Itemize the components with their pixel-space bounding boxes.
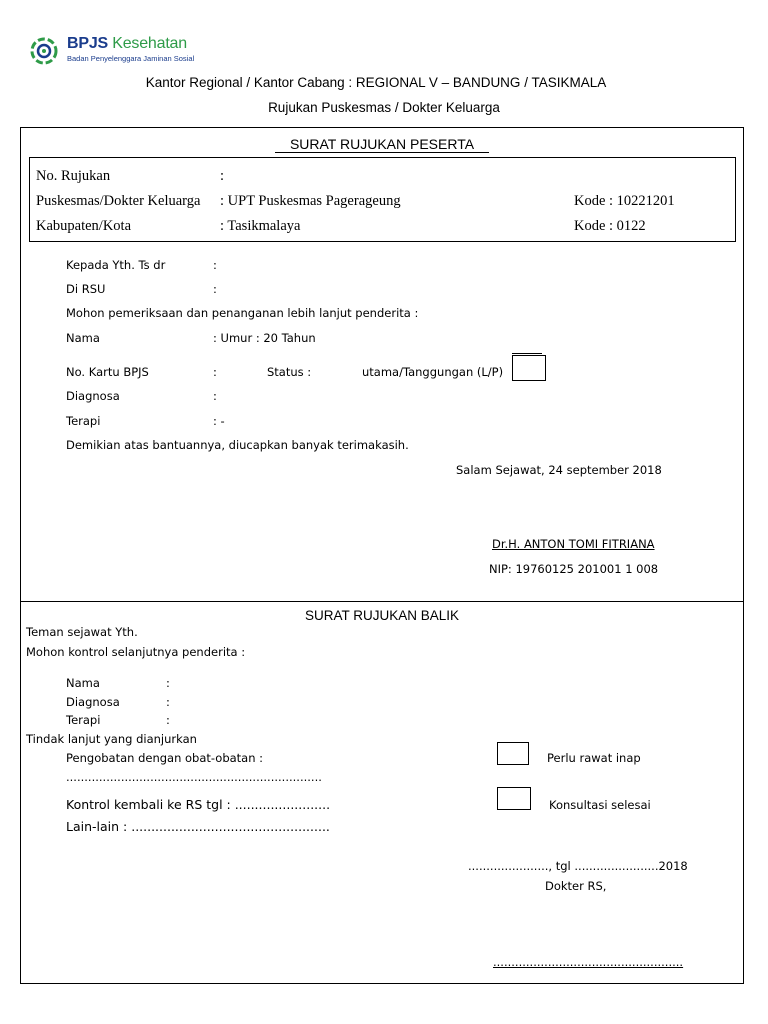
puskesmas-value: : UPT Puskesmas Pagerageung [220,193,401,209]
di-rsu-label: Di RSU [66,282,106,296]
logo-brand-prefix: BPJS [67,35,108,52]
status-value: utama/Tanggungan (L/P) [362,365,504,379]
logo-tagline: Badan Penyelenggara Jaminan Sosial [67,54,195,63]
nama-value: : Umur : 20 Tahun [213,331,316,345]
no-rujukan-value: : [220,168,225,184]
puskesmas-label: Puskesmas/Dokter Keluarga [36,193,201,209]
konsultasi-checkbox[interactable] [497,787,531,810]
gender-checkbox[interactable] [512,355,546,381]
kepada-value: : [213,258,217,272]
lain-lain: Lain-lain : .................................................. [66,819,330,834]
terapi-value: : - [213,414,225,428]
header-subtitle: Rujukan Puskesmas / Dokter Keluarga [268,100,500,115]
puskesmas-kode: Kode : 10221201 [574,193,675,209]
tindak-lanjut: Tindak lanjut yang dianjurkan [26,732,197,746]
doctor-name: Dr.H. ANTON TOMI FITRIANA [492,537,655,551]
closing-text: Demikian atas bantuannya, diucapkan banyak terimakasih. [66,438,409,452]
nama-label: Nama [66,331,100,345]
return-diagnosa-label: Diagnosa [66,695,120,709]
pengobatan-label: Pengobatan dengan obat-obatan : [66,751,264,765]
di-rsu-value: : [213,282,217,296]
logo-brand-suffix: Kesehatan [112,35,187,52]
kartu-label: No. Kartu BPJS [66,365,149,379]
terapi-label: Terapi [66,414,101,428]
kepada-label: Kepada Yth. Ts dr [66,258,166,272]
referral-title: SURAT RUJUKAN PESERTA [289,136,475,152]
kartu-value: : [213,365,217,379]
status-label: Status : [267,365,312,379]
rawat-inap-label: Perlu rawat inap [547,751,641,765]
signature-line: .................................................... [493,955,684,969]
mohon-pemeriksaan: Mohon pemeriksaan dan penanganan lebih lanjut penderita : [66,306,419,320]
header-office: Kantor Regional / Kantor Cabang : REGIONAL V – BANDUNG / TASIKMALA [145,75,607,90]
referral-title-underline [275,152,489,153]
return-nama-label: Nama [66,676,100,690]
return-diagnosa-value: : [166,695,170,709]
tgl-line: ......................, tgl .......................2018 [468,859,688,873]
gender-checkbox-edge [512,353,542,354]
return-greeting: Teman sejawat Yth. [26,625,138,639]
rawat-inap-checkbox[interactable] [497,742,529,765]
bpjs-logo [29,34,209,70]
kabupaten-label: Kabupaten/Kota [36,218,132,234]
return-mohon: Mohon kontrol selanjutnya penderita : [26,645,246,659]
no-rujukan-label: No. Rujukan [36,168,111,184]
diagnosa-label: Diagnosa [66,389,120,403]
bpjs-logo-icon [29,36,59,66]
salam-date: Salam Sejawat, 24 september 2018 [456,463,662,477]
return-terapi-value: : [166,713,170,727]
doctor-nip: NIP: 19760125 201001 1 008 [489,562,659,576]
return-title: SURAT RUJUKAN BALIK [304,608,460,623]
diagnosa-value: : [213,389,217,403]
kabupaten-kode: Kode : 0122 [574,218,646,234]
return-terapi-label: Terapi [66,713,101,727]
return-nama-value: : [166,676,170,690]
dokter-rs: Dokter RS, [545,879,607,893]
kontrol-kembali: Kontrol kembali ke RS tgl : ........................ [66,797,331,812]
pengobatan-line: ...................................................................... [66,770,322,784]
konsultasi-label: Konsultasi selesai [549,798,651,812]
kabupaten-value: : Tasikmalaya [220,218,301,234]
